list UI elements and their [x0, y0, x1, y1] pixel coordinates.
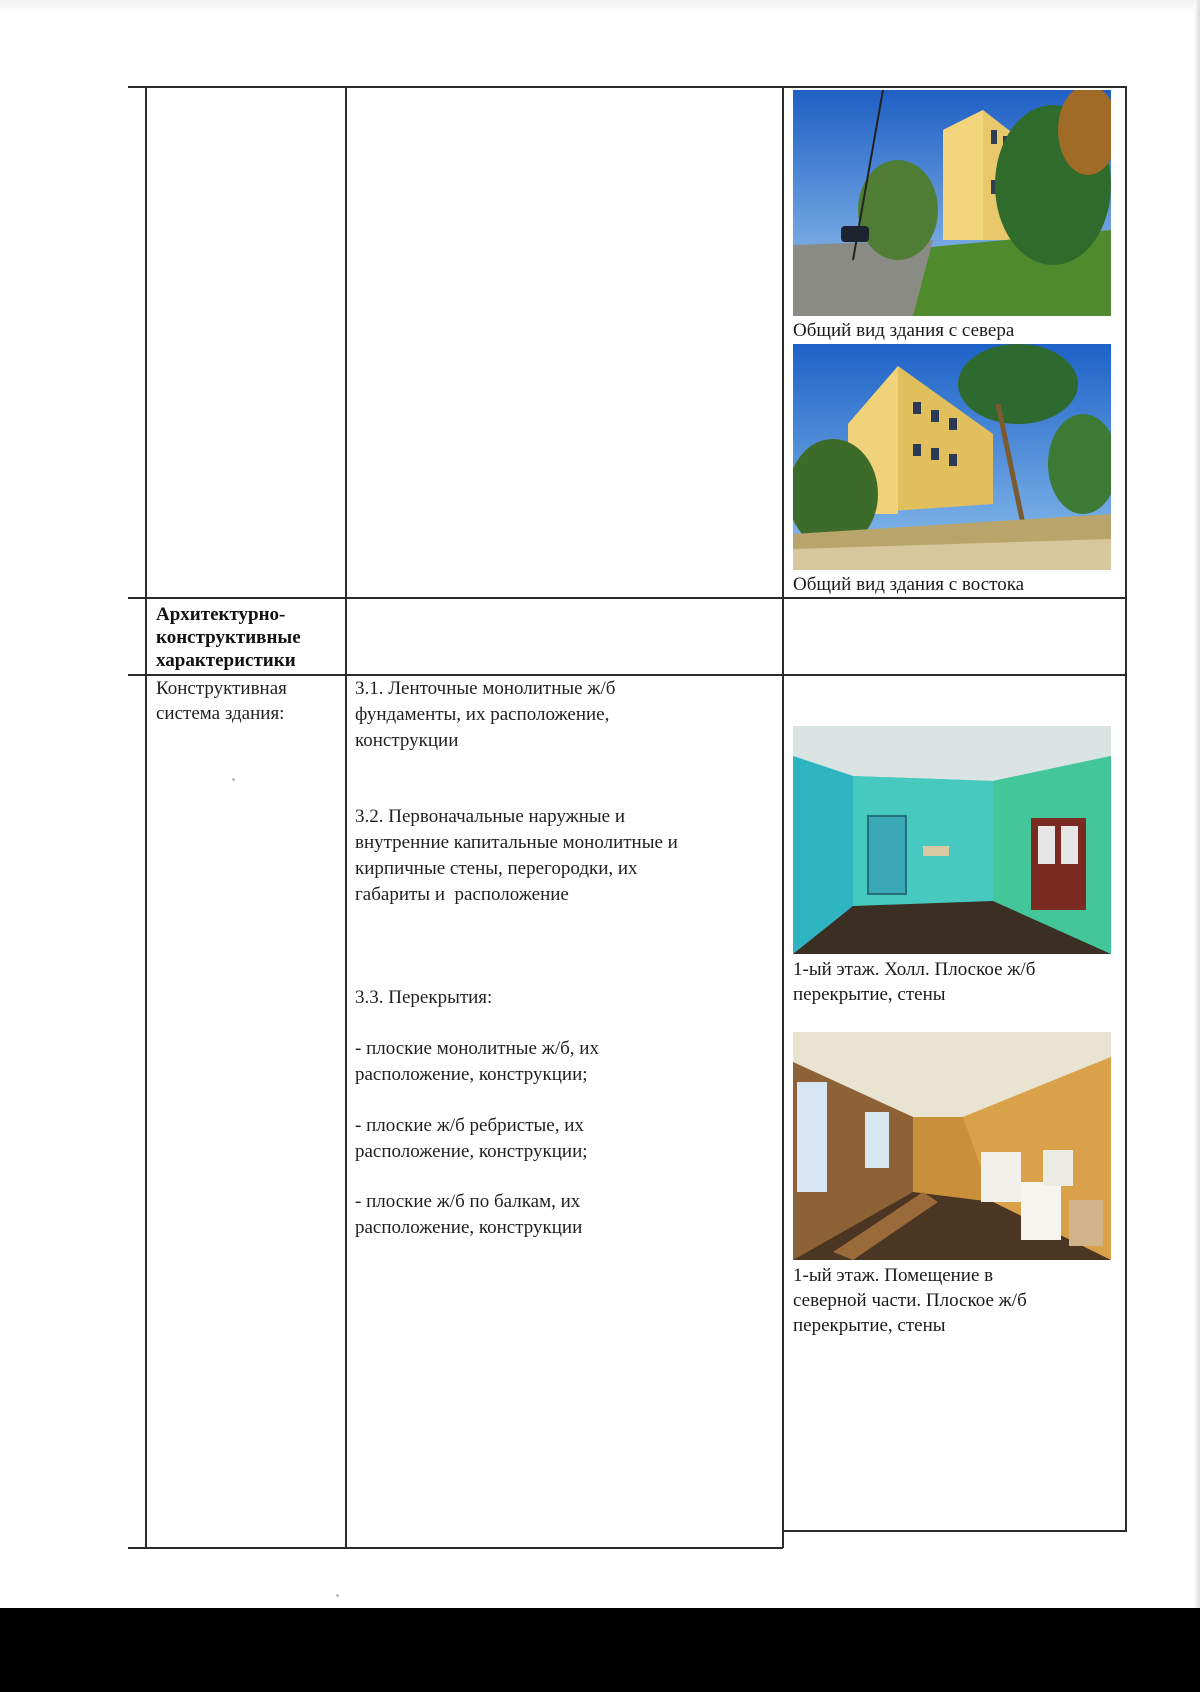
item-3-3-sub-2	[355, 1113, 775, 1165]
item-3-3-sub-3-line-2: расположение, конструкции	[355, 1217, 583, 1238]
scan-speck	[232, 778, 235, 781]
item-3-2	[355, 804, 775, 908]
row-label-line-2: система здания:	[156, 703, 285, 724]
item-3-3-sub-2-line-1: - плоские ж/б ребристые, их	[355, 1115, 584, 1136]
photo-hall	[793, 726, 1111, 954]
table-col-divider-1	[345, 86, 347, 1548]
section-heading-line-3: характеристики	[156, 650, 296, 671]
scan-bottom-border	[0, 1608, 1200, 1692]
table-rule-row1	[128, 597, 1126, 599]
caption-north-room	[793, 1263, 1027, 1338]
caption-hall-line-1: 1-ый этаж. Холл. Плоское ж/б	[793, 959, 1036, 980]
item-3-1-line-1: 3.1. Ленточные монолитные ж/б	[355, 678, 616, 699]
building-north-photo-icon	[793, 90, 1111, 316]
hall-interior-photo-icon	[793, 726, 1111, 954]
item-3-3-sub-3	[355, 1189, 775, 1241]
photo-north-room	[793, 1032, 1111, 1260]
caption-north-room-line-3: перекрытие, стены	[793, 1315, 946, 1336]
item-3-3-sub-3-line-1: - плоские ж/б по балкам, их	[355, 1191, 581, 1212]
caption-hall-line-2: перекрытие, стены	[793, 984, 946, 1005]
item-3-2-line-3: кирпичные стены, перегородки, их	[355, 858, 638, 879]
north-room-interior-photo-icon	[793, 1032, 1111, 1260]
building-east-photo-icon	[793, 344, 1111, 570]
table-left-border	[145, 86, 147, 1548]
item-3-3: 3.3. Перекрытия:	[355, 987, 493, 1008]
caption-hall	[793, 957, 1035, 1007]
row-label-line-1: Конструктивная	[156, 678, 287, 699]
caption-north-room-line-1: 1-ый этаж. Помещение в	[793, 1265, 994, 1286]
section-heading-line-1: Архитектурно-	[156, 604, 286, 625]
item-3-2-line-4: габариты и расположение	[355, 884, 569, 905]
item-3-2-line-1: 3.2. Первоначальные наружные и	[355, 806, 626, 827]
table-top-rule	[128, 86, 1126, 88]
caption-east-view: Общий вид здания с востока	[793, 574, 1025, 595]
item-3-1-line-2: фундаменты, их расположение,	[355, 704, 610, 725]
caption-north-view: Общий вид здания с севера	[793, 320, 1015, 341]
table-rule-inner-bottom	[782, 1530, 1126, 1532]
scan-speck	[336, 1594, 339, 1597]
row-label	[156, 676, 342, 726]
section-heading	[156, 603, 342, 672]
scan-right-edge	[1194, 0, 1200, 1610]
scan-top-edge	[0, 0, 1200, 14]
photo-building-north	[793, 90, 1111, 316]
item-3-1-line-3: конструкции	[355, 730, 459, 751]
item-3-3-sub-2-line-2: расположение, конструкции;	[355, 1141, 588, 1162]
caption-north-room-line-2: северной части. Плоское ж/б	[793, 1290, 1027, 1311]
photo-building-east	[793, 344, 1111, 570]
item-3-2-line-2: внутренние капитальные монолитные и	[355, 832, 678, 853]
item-3-1	[355, 676, 775, 754]
item-3-3-sub-1-line-2: расположение, конструкции;	[355, 1064, 588, 1085]
section-heading-line-2: конструктивные	[156, 627, 301, 648]
table-col-divider-2	[782, 86, 784, 1548]
item-3-3-sub-1-line-1: - плоские монолитные ж/б, их	[355, 1038, 599, 1059]
item-3-3-sub-1	[355, 1036, 775, 1088]
table-right-border	[1125, 86, 1127, 1532]
table-bottom-rule	[128, 1547, 783, 1549]
